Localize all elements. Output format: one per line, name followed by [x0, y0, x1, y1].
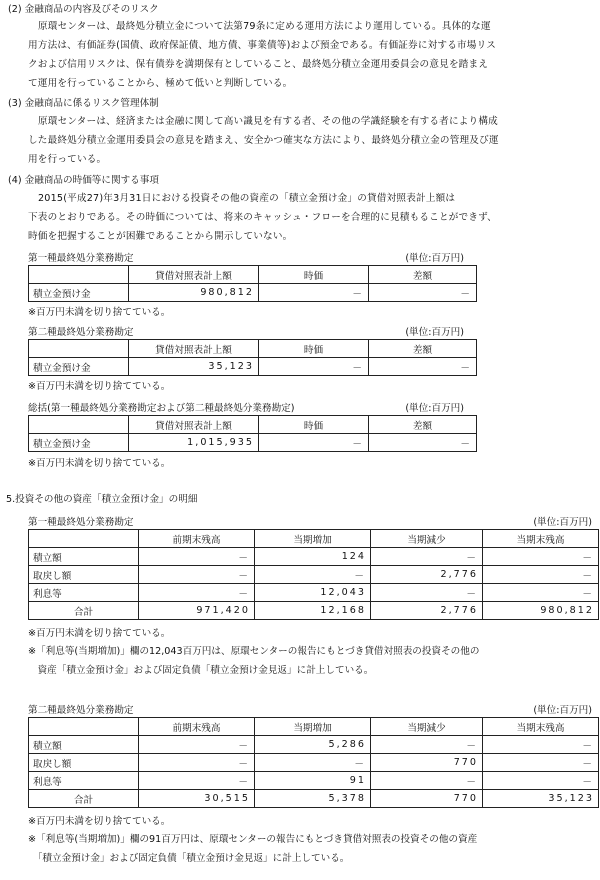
fair-value-table-2 [28, 339, 477, 376]
cell-value: 124 [255, 548, 371, 566]
row-label: 利息等 [29, 584, 139, 602]
table-row [29, 772, 599, 790]
total-value: 30,515 [139, 790, 255, 808]
cell-value: 12,043 [255, 584, 371, 602]
cell-value: 770 [371, 754, 483, 772]
table-row [29, 548, 599, 566]
table-row [29, 566, 599, 584]
note-line: 資産「積立金預け金」および固定負債「積立金預け金見返」に計上している。 [28, 665, 374, 676]
unit-label: (単位:百万円) [405, 253, 464, 264]
reserve-deposit-table-2 [28, 717, 599, 808]
table-header-line [28, 514, 592, 527]
header-cell: 貸借対照表計上額 [129, 266, 259, 284]
table-title: 第二種最終処分業務勘定 [28, 705, 134, 716]
header-cell: 差額 [369, 340, 477, 358]
section-4-heading: (4) 金融商品の時価等に関する事項 [8, 175, 159, 186]
row-label: 積立金預け金 [29, 358, 129, 376]
paragraph-line: 時価を把握することが困難であることから開示していない。 [28, 231, 293, 242]
row-label: 取戻し額 [29, 566, 139, 584]
table-header-line [28, 324, 592, 337]
header-cell: 当期末残高 [483, 530, 599, 548]
section-5-heading: 5.投資その他の資産「積立金預け金」の明細 [6, 494, 198, 505]
table-header-line [28, 250, 592, 263]
paragraph-line: て運用を行っていることから、極めて低いと判断している。 [28, 78, 293, 89]
header-cell: 当期減少 [371, 530, 483, 548]
table-title: 総括(第一種最終処分業務勘定および第二種最終処分業務勘定) [28, 403, 295, 414]
rounding-note: ※百万円未満を切り捨てている。 [28, 628, 171, 639]
cell-value: － [139, 566, 255, 584]
header-cell: 貸借対照表計上額 [129, 340, 259, 358]
fair-value-table-summary [28, 415, 477, 452]
table-title: 第二種最終処分業務勘定 [28, 327, 134, 338]
cell-value: － [483, 736, 599, 754]
table-header-line [28, 702, 592, 715]
cell-value: － [371, 736, 483, 754]
section-2-heading: (2) 金融商品の内容及びそのリスク [8, 4, 159, 15]
table-row [29, 358, 477, 376]
unit-label: (単位:百万円) [405, 327, 464, 338]
table-header-row [29, 530, 599, 548]
header-cell: 時価 [259, 266, 369, 284]
header-cell [29, 266, 129, 284]
paragraph-line: クおよび信用リスクは、保有債券を満期保有としていること、最終処分積立金運用委員会の意見を踏まえ [28, 59, 489, 70]
cell-value: － [369, 284, 477, 302]
cell-value: － [139, 584, 255, 602]
reserve-deposit-table-1 [28, 529, 599, 620]
cell-value: 2,776 [371, 566, 483, 584]
table-total-row [29, 790, 599, 808]
total-label: 合計 [29, 602, 139, 620]
total-value: 35,123 [483, 790, 599, 808]
row-label: 積立金預け金 [29, 434, 129, 452]
total-value: 2,776 [371, 602, 483, 620]
header-cell: 時価 [259, 416, 369, 434]
cell-value: － [371, 772, 483, 790]
paragraph-line: した最終処分積立金運用委員会の意見を踏まえ、安全かつ確実な方法により、最終処分積立金の管理及び運 [28, 135, 499, 146]
cell-value: － [259, 284, 369, 302]
paragraph-line: 原環センターは、最終処分積立金について法第79条に定める運用方法により運用している。具体的な運 [38, 21, 491, 32]
header-cell: 当期増加 [255, 718, 371, 736]
row-label: 利息等 [29, 772, 139, 790]
total-value: 971,420 [139, 602, 255, 620]
rounding-note: ※百万円未満を切り捨てている。 [28, 381, 171, 392]
section-2-paragraph [28, 17, 588, 93]
cell-value: － [139, 548, 255, 566]
unit-label: (単位:百万円) [405, 403, 464, 414]
cell-value: 35,123 [129, 358, 259, 376]
paragraph-line: 2015(平成27)年3月31日における投資その他の資産の「積立金預け金」の貸借対照表計上額は [38, 193, 456, 204]
cell-value: 1,015,935 [129, 434, 259, 452]
table-title: 第一種最終処分業務勘定 [28, 517, 134, 528]
cell-value: 5,286 [255, 736, 371, 754]
table-row [29, 736, 599, 754]
header-cell [29, 530, 139, 548]
paragraph-line: 原環センターは、経済または金融に関して高い識見を有する者、その他の学識経験を有する者により構成 [38, 116, 498, 127]
table-row [29, 434, 477, 452]
cell-value: － [483, 566, 599, 584]
total-label: 合計 [29, 790, 139, 808]
table-header-line [28, 400, 592, 413]
table-row [29, 584, 599, 602]
header-cell: 前期末残高 [139, 718, 255, 736]
cell-value: － [369, 434, 477, 452]
cell-value: － [483, 548, 599, 566]
header-cell: 当期減少 [371, 718, 483, 736]
rounding-note: ※百万円未満を切り捨てている。 [28, 458, 171, 469]
table-title: 第一種最終処分業務勘定 [28, 253, 134, 264]
cell-value: － [369, 358, 477, 376]
header-cell [29, 718, 139, 736]
row-label: 積立金預け金 [29, 284, 129, 302]
cell-value: － [259, 434, 369, 452]
rounding-note: ※百万円未満を切り捨てている。 [28, 307, 171, 318]
cell-value: － [139, 736, 255, 754]
table-row [29, 284, 477, 302]
cell-value: － [259, 358, 369, 376]
cell-value: － [371, 584, 483, 602]
paragraph-line: 下表のとおりである。その時価については、将来のキャッシュ・フローを合理的に見積もることができず、 [28, 212, 497, 223]
unit-label: (単位:百万円) [533, 517, 592, 528]
cell-value: 980,812 [129, 284, 259, 302]
total-value: 5,378 [255, 790, 371, 808]
table-header-row [29, 718, 599, 736]
section-4-paragraph [28, 189, 588, 246]
table-header-row [29, 416, 477, 434]
cell-value: － [255, 754, 371, 772]
section-3-heading: (3) 金融商品に係るリスク管理体制 [8, 98, 159, 109]
row-label: 積立額 [29, 736, 139, 754]
total-value: 770 [371, 790, 483, 808]
cell-value: － [371, 548, 483, 566]
header-cell: 前期末残高 [139, 530, 255, 548]
fair-value-table-1 [28, 265, 477, 302]
note-line: 「積立金預け金」および固定負債「積立金預け金見返」に計上している。 [28, 853, 350, 864]
section-3-paragraph [28, 112, 588, 169]
cell-value: － [483, 772, 599, 790]
cell-value: － [255, 566, 371, 584]
table-header-row [29, 266, 477, 284]
table-header-row [29, 340, 477, 358]
header-cell: 当期末残高 [483, 718, 599, 736]
row-label: 積立額 [29, 548, 139, 566]
paragraph-line: 用方法は、有価証券(国債、政府保証債、地方債、事業債等)および預金である。有価証券に対する市場リス [28, 40, 496, 51]
paragraph-line: 用を行っている。 [28, 154, 107, 165]
cell-value: － [483, 584, 599, 602]
header-cell: 差額 [369, 416, 477, 434]
interest-note [28, 830, 594, 868]
row-label: 取戻し額 [29, 754, 139, 772]
cell-value: － [139, 772, 255, 790]
cell-value: － [483, 754, 599, 772]
header-cell: 時価 [259, 340, 369, 358]
header-cell: 当期増加 [255, 530, 371, 548]
table-row [29, 754, 599, 772]
interest-note [28, 642, 594, 680]
unit-label: (単位:百万円) [533, 705, 592, 716]
rounding-note: ※百万円未満を切り捨てている。 [28, 816, 171, 827]
header-cell [29, 416, 129, 434]
header-cell [29, 340, 129, 358]
header-cell: 貸借対照表計上額 [129, 416, 259, 434]
table-total-row [29, 602, 599, 620]
note-line: ※「利息等(当期増加)」欄の12,043百万円は、原環センターの報告にもとづき貸借対照表の投資その他の [28, 646, 480, 657]
header-cell: 差額 [369, 266, 477, 284]
total-value: 980,812 [483, 602, 599, 620]
total-value: 12,168 [255, 602, 371, 620]
cell-value: － [139, 754, 255, 772]
cell-value: 91 [255, 772, 371, 790]
note-line: ※「利息等(当期増加)」欄の91百万円は、原環センターの報告にもとづき貸借対照表の投資その他の資産 [28, 834, 478, 845]
